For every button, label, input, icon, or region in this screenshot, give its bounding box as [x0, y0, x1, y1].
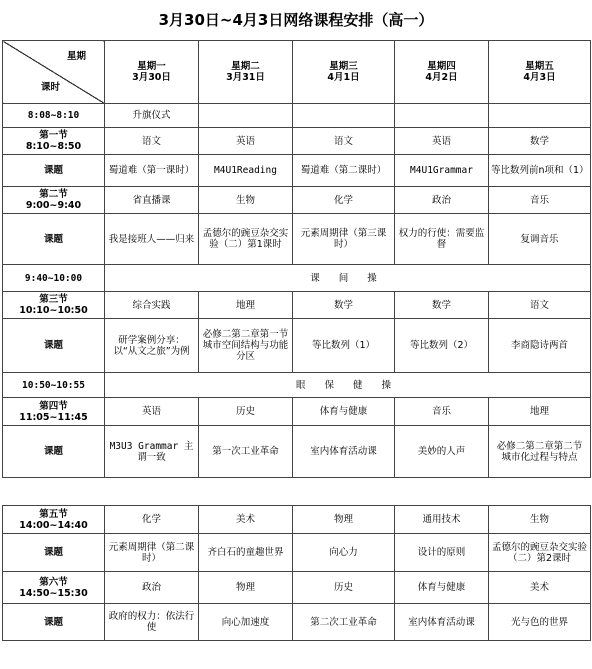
flag-ceremony-cell: 升旗仪式	[105, 104, 199, 128]
subject-cell: 英语	[105, 398, 199, 426]
topic-row	[3, 155, 591, 187]
subject-cell: 化学	[105, 506, 199, 534]
topic-cell: M4U1Grammar	[395, 155, 489, 187]
break-activity-cell: 眼 保 健 操	[105, 373, 591, 398]
topic-cell: 李商隐诗两首	[489, 319, 591, 373]
period-label: 第一节	[39, 130, 68, 141]
topic-cell: M3U3 Grammar 主谓一致	[105, 426, 199, 478]
time-cell: 8:08~8:10	[3, 104, 105, 128]
time-cell: 10:50~10:55	[3, 373, 105, 398]
day-date: 3月31日	[226, 72, 265, 83]
period-row	[3, 572, 591, 604]
period-label: 第四节	[39, 400, 68, 412]
subject-cell: 历史	[293, 572, 395, 604]
topic-cell: 蜀道难（第一课时）	[105, 155, 199, 187]
period-label: 第五节	[39, 508, 68, 520]
period-label: 第三节	[39, 294, 68, 305]
subject-cell: 生物	[489, 506, 591, 534]
subject-cell: 美术	[489, 572, 591, 604]
period-time: 10:10~10:50	[19, 305, 88, 316]
break-row	[3, 373, 591, 398]
day-header-wed	[293, 41, 395, 104]
break-activity-cell: 课 间 操	[105, 265, 591, 292]
topic-cell: 向心加速度	[199, 604, 293, 641]
topic-cell: 复调音乐	[489, 214, 591, 265]
subject-cell: 语文	[489, 292, 591, 319]
topic-cell: 必修二第二章第二节 城市化过程与特点	[489, 426, 591, 478]
topic-cell: 等比数列（1）	[293, 319, 395, 373]
subject-cell: 物理	[293, 506, 395, 534]
subject-cell: 音乐	[489, 187, 591, 214]
day-header-fri	[489, 41, 591, 104]
flag-ceremony-row	[3, 104, 591, 128]
period-time: 14:50~15:30	[19, 587, 88, 599]
subject-cell: 省直播课	[105, 187, 199, 214]
topic-label-cell: 课题	[3, 319, 105, 373]
topic-cell: 向心力	[293, 534, 395, 572]
topic-label-cell: 课题	[3, 426, 105, 478]
day-header-thu	[395, 41, 489, 104]
subject-cell: 体育与健康	[293, 398, 395, 426]
subject-cell: 数学	[395, 292, 489, 319]
day-name: 星期四	[427, 61, 456, 72]
subject-cell: 历史	[199, 398, 293, 426]
topic-row	[3, 319, 591, 373]
period-time: 14:00~14:40	[19, 519, 88, 531]
subject-cell: 美术	[199, 506, 293, 534]
topic-cell: 孟德尔的豌豆杂交实验（二）第1课时	[199, 214, 293, 265]
corner-period-label: 课时	[41, 82, 61, 93]
topic-cell: 元素周期律（第二课时）	[105, 534, 199, 572]
subject-cell: 英语	[199, 128, 293, 155]
header-corner-cell	[3, 41, 105, 104]
topic-row	[3, 534, 591, 572]
topic-cell: 孟德尔的豌豆杂交实验（二）第2课时	[489, 534, 591, 572]
period-label-cell	[3, 292, 105, 319]
subject-cell: 体育与健康	[395, 572, 489, 604]
day-header-tue	[199, 41, 293, 104]
topic-cell: 元素周期律（第三课时）	[293, 214, 395, 265]
period-label-cell	[3, 398, 105, 426]
topic-row	[3, 604, 591, 641]
lunch-gap-row	[3, 478, 591, 506]
day-name: 星期三	[329, 61, 358, 72]
day-name: 星期二	[231, 61, 260, 72]
empty-cell	[3, 478, 591, 506]
period-label: 第六节	[39, 576, 68, 588]
topic-cell: 等比数列（2）	[395, 319, 489, 373]
topic-label-cell: 课题	[3, 214, 105, 265]
topic-cell: 政府的权力：依法行使	[105, 604, 199, 641]
topic-label-cell: 课题	[3, 534, 105, 572]
topic-cell: 第一次工业革命	[199, 426, 293, 478]
subject-cell: 生物	[199, 187, 293, 214]
empty-cell	[199, 104, 293, 128]
subject-cell: 物理	[199, 572, 293, 604]
topic-cell: 等比数列前n项和（1）	[489, 155, 591, 187]
day-date: 4月1日	[327, 72, 360, 83]
day-date: 4月2日	[425, 72, 458, 83]
period-row	[3, 187, 591, 214]
subject-cell: 地理	[199, 292, 293, 319]
topic-cell: 研学案例分享：以“从文之旅”为例	[105, 319, 199, 373]
period-time: 11:05~11:45	[19, 411, 88, 423]
topic-row	[3, 426, 591, 478]
time-cell: 9:40~10:00	[3, 265, 105, 292]
topic-cell: 设计的原则	[395, 534, 489, 572]
topic-label-cell: 课题	[3, 155, 105, 187]
period-label-cell	[3, 128, 105, 155]
period-label: 第二节	[39, 189, 68, 200]
break-row	[3, 265, 591, 292]
day-date: 3月30日	[132, 72, 171, 83]
subject-cell: 语文	[105, 128, 199, 155]
corner-weekday-label: 星期	[66, 51, 86, 62]
topic-cell: 室内体育活动课	[293, 426, 395, 478]
period-time: 9:00~9:40	[25, 200, 82, 211]
subject-cell: 综合实践	[105, 292, 199, 319]
subject-cell: 化学	[293, 187, 395, 214]
day-date: 4月3日	[523, 72, 556, 83]
subject-cell: 地理	[489, 398, 591, 426]
subject-cell: 通用技术	[395, 506, 489, 534]
period-time: 8:10~8:50	[25, 141, 82, 152]
topic-cell: 蜀道难（第二课时）	[293, 155, 395, 187]
topic-label-cell: 课题	[3, 604, 105, 641]
topic-row	[3, 214, 591, 265]
topic-cell: 第二次工业革命	[293, 604, 395, 641]
subject-cell: 政治	[395, 187, 489, 214]
empty-cell	[489, 104, 591, 128]
empty-cell	[293, 104, 395, 128]
topic-cell: 美妙的人声	[395, 426, 489, 478]
topic-cell: 光与色的世界	[489, 604, 591, 641]
header-row	[3, 41, 591, 104]
day-header-mon	[105, 41, 199, 104]
topic-cell: M4U1Reading	[199, 155, 293, 187]
page-title: 3月30日~4月3日网络课程安排（高一）	[158, 11, 434, 29]
period-row	[3, 506, 591, 534]
empty-cell	[395, 104, 489, 128]
topic-cell: 我是接班人——归来	[105, 214, 199, 265]
period-label-cell	[3, 506, 105, 534]
topic-cell: 权力的行使：需要监督	[395, 214, 489, 265]
subject-cell: 音乐	[395, 398, 489, 426]
period-row	[3, 128, 591, 155]
day-name: 星期五	[525, 61, 554, 72]
subject-cell: 语文	[293, 128, 395, 155]
period-label-cell	[3, 572, 105, 604]
subject-cell: 英语	[395, 128, 489, 155]
topic-cell: 室内体育活动课	[395, 604, 489, 641]
topic-cell: 齐白石的童趣世界	[199, 534, 293, 572]
period-label-cell	[3, 187, 105, 214]
day-name: 星期一	[137, 61, 166, 72]
subject-cell: 政治	[105, 572, 199, 604]
subject-cell: 数学	[293, 292, 395, 319]
schedule-table	[2, 40, 591, 641]
topic-cell: 必修二第二章第一节 城市空间结构与功能分区	[199, 319, 293, 373]
period-row	[3, 398, 591, 426]
period-row	[3, 292, 591, 319]
subject-cell: 数学	[489, 128, 591, 155]
